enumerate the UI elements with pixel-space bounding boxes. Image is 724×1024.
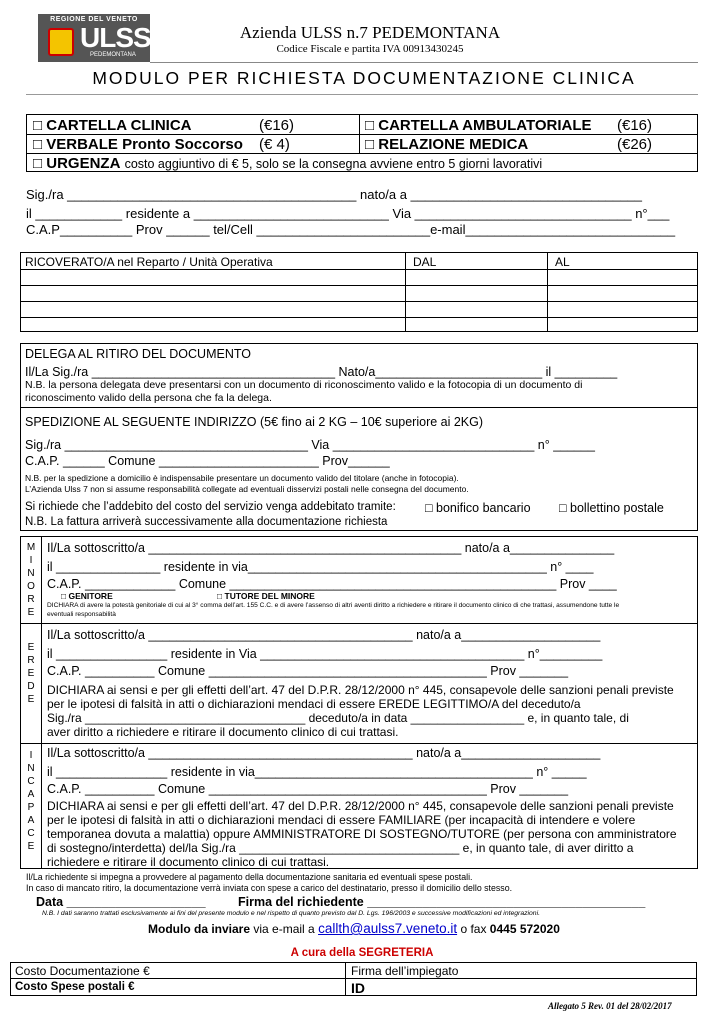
logo-region-text: REGIONE DEL VENETO: [50, 16, 138, 23]
costo-documentazione[interactable]: Costo Documentazione €: [15, 964, 150, 978]
erede-line-3[interactable]: C.A.P. __________ Comune ________________________________________ Prov _______: [47, 664, 569, 678]
erede-dichiara-2: per le ipotesi di falsità in atti o dichiarazioni mendaci di essere EREDE LEGITTIMO/A del deceduto/a: [47, 697, 581, 711]
org-name: Azienda ULSS n.7 PEDEMONTANA: [239, 23, 501, 42]
incapace-dichiara-4[interactable]: di sostegno/interdetta) del/la Sig./ra _________________________________ e, in quanto tale, di aver diritto a: [47, 841, 634, 855]
incapace-side-label: I N C A P A C E: [27, 750, 35, 852]
ricovero-al: AL: [555, 255, 570, 269]
verbale-price: (€ 4): [259, 136, 290, 153]
data-field[interactable]: Data ____________________: [36, 895, 206, 909]
ricovero-label: RICOVERATO/A nel Reparto / Unità Operativa: [25, 255, 273, 269]
relazione-price: (€26): [617, 136, 653, 153]
incapace-dichiara-5: richiedere e ritirare il documento clinico di cui trattasi.: [47, 855, 330, 869]
erede-dichiara-4: aver diritto a richiedere e ritirare il documento clinico di cui trattasi.: [47, 725, 399, 739]
relazione-checkbox[interactable]: □ RELAZIONE MEDICA: [365, 136, 529, 153]
invio-line: Modulo da inviare via e-mail a callth@aulss7.veneto.it o fax 0445 572020: [148, 921, 560, 936]
logo-sub-text: PEDEMONTANA: [90, 52, 136, 58]
erede-side-label: E R E D E: [27, 642, 35, 705]
spedizione-nb-2: L’Azienda Ulss 7 non si assume responsabilità collegate ad eventuali disservizi postali nelle consegna del documento.: [25, 484, 469, 494]
delega-line-1[interactable]: Il/La Sig./ra ___________________________________ Nato/a________________________ il _________: [25, 365, 618, 379]
segreteria-table: [10, 962, 697, 996]
spedizione-nb-1: N.B. per la spedizione a domicilio è indispensabile presentare un documento valido del titolare (anche in fotocopia).: [25, 473, 459, 483]
ulss-logo: [38, 14, 166, 62]
email-link[interactable]: callth@aulss7.veneto.it: [318, 921, 458, 936]
incapace-line-3[interactable]: C.A.P. __________ Comune ________________________________________ Prov _______: [47, 782, 569, 796]
erede-line-1[interactable]: Il/La sottoscritto/a ______________________________________ nato/a a____________________: [47, 628, 601, 642]
privacy-note: N.B. I dati saranno trattati esclusivamente ai fini del presente modulo e nel rispetto di quanto previsto dal D. Lgs. 196/2003 e successive modificazioni ed integrazioni.: [42, 910, 540, 917]
bollettino-checkbox[interactable]: □ bollettino postale: [559, 501, 664, 515]
fiscal-code: Codice Fiscale e partita IVA 00913430245: [276, 43, 464, 55]
id-field[interactable]: ID: [351, 980, 365, 996]
ricovero-dal: DAL: [413, 255, 437, 269]
spedizione-title: SPEDIZIONE AL SEGUENTE INDIRIZZO (5€ fino ai 2 KG – 10€ superiore ai 2KG): [25, 415, 484, 429]
cartella-clinica-price: (€16): [259, 117, 295, 134]
minore-dichiara-2: eventuali responsabilità: [47, 611, 116, 618]
cartella-ambulatoriale-price: (€16): [617, 117, 653, 134]
verbale-checkbox[interactable]: □ VERBALE Pronto Soccorso: [33, 136, 243, 153]
incapace-line-2[interactable]: il ________________ residente in via________________________________________ n° _____: [47, 765, 587, 779]
footer-note-2: In caso di mancato ritiro, la documentazione verrà inviata con spese a carico del destinatario, presso il domicilio dello stesso.: [26, 883, 513, 893]
bonifico-checkbox[interactable]: □ bonifico bancario: [425, 501, 531, 515]
minore-side-label: M I N O R E: [26, 542, 36, 618]
title-rule: [26, 94, 698, 95]
erede-dichiara-3[interactable]: Sig./ra _________________________________ deceduto/a in data _________________ e, in quanto tale, di: [47, 711, 629, 725]
erede-line-2[interactable]: il ________________ residente in Via ______________________________________ n°_________: [47, 647, 603, 661]
footer-note-1: Il/La richiedente si impegna a provvedere al pagamento della documentazione sanitaria ed eventuali spese postali.: [26, 872, 473, 882]
minore-line-1[interactable]: Il/La sottoscritto/a _____________________________________________ nato/a a_______________: [47, 541, 615, 555]
personal-line-2[interactable]: il ____________ residente a ___________________________ Via ______________________________ n°___: [26, 206, 670, 221]
personal-line-3[interactable]: C.A.P__________ Prov ______ tel/Cell ________________________e-mail_____________________________: [26, 222, 676, 237]
addebito-text: Si richiede che l’addebito del costo del servizio venga addebitato tramite:: [25, 501, 396, 513]
tutore-checkbox[interactable]: □ TUTORE DEL MINORE: [217, 591, 315, 601]
form-title: MODULO PER RICHIESTA DOCUMENTAZIONE CLINICA: [92, 68, 636, 88]
erede-dichiara-1: DICHIARA ai sensi e per gli effetti dell’art. 47 del D.P.R. 28/12/2000 n° 445, consapevole delle sanzioni penali previste: [47, 683, 674, 697]
lion-emblem-icon: [48, 28, 74, 56]
costo-spese-postali[interactable]: Costo Spese postali €: [15, 981, 135, 993]
personal-line-1[interactable]: Sig./ra ________________________________________ nato/a a ________________________________: [26, 187, 642, 202]
document-type-box: [26, 114, 698, 172]
minore-line-2[interactable]: il _______________ residente in via___________________________________________ n° ____: [47, 560, 594, 574]
delega-nb-2: riconoscimento valido della persona che fa la delega.: [25, 392, 272, 404]
cartella-ambulatoriale-checkbox[interactable]: □ CARTELLA AMBULATORIALE: [365, 117, 592, 134]
firma-richiedente-field[interactable]: Firma del richiedente ________________________________________: [238, 895, 646, 909]
logo-ulss-text: ULSS7: [80, 22, 166, 53]
header-rule: [150, 62, 698, 63]
incapace-dichiara-2: per le ipotesi di falsità in atti o dichiarazioni mendaci di essere FAMILIARE (per incapacità di intendere e volere: [47, 813, 636, 827]
incapace-dichiara-3: temporanea dovuta a malattia) oppure AMMINISTRATORE DI SOSTEGNO/TUTORE (per persona con amministratore: [47, 827, 677, 841]
fax-number: 0445 572020: [489, 922, 560, 936]
delega-spedizione-box: [20, 343, 698, 531]
firma-impiegato[interactable]: Firma dell’impiegato: [351, 964, 459, 978]
dichiarazioni-box: [20, 536, 698, 869]
minore-line-3[interactable]: C.A.P. _____________ Comune _______________________________________________ Prov ____: [47, 577, 617, 591]
ricovero-table: [20, 252, 698, 332]
incapace-line-1[interactable]: Il/La sottoscritto/a ______________________________________ nato/a a____________________: [47, 746, 601, 760]
fattura-note: N.B. La fattura arriverà successivamente alla documentazione richiesta: [25, 516, 388, 528]
spedizione-line-2[interactable]: C.A.P. ______ Comune _______________________ Prov______: [25, 454, 390, 468]
cartella-clinica-checkbox[interactable]: □ CARTELLA CLINICA: [33, 117, 192, 134]
spedizione-line-1[interactable]: Sig./ra ___________________________________ Via _____________________________ n° ______: [25, 438, 595, 452]
delega-title: DELEGA AL RITIRO DEL DOCUMENTO: [25, 347, 251, 361]
delega-nb-1: N.B. la persona delegata deve presentarsi con un documento di riconoscimento valido e la fotocopia di un documento di: [25, 379, 583, 391]
allegato-label: Allegato 5 Rev. 01 del 28/02/2017: [548, 1001, 672, 1011]
urgenza-checkbox[interactable]: □ URGENZA costo aggiuntivo di € 5, solo se la consegna avviene entro 5 giorni lavorativi: [33, 155, 543, 172]
incapace-dichiara-1: DICHIARA ai sensi e per gli effetti dell’art. 47 del D.P.R. 28/12/2000 n° 445, consapevole delle sanzioni penali previste: [47, 799, 674, 813]
segreteria-heading: A cura della SEGRETERIA: [290, 947, 434, 959]
minore-dichiara: DICHIARA di avere la potestà genitoriale di cui al 3° comma dell’art. 155 C.C. e di avere l’assenso di altri aventi diritto a richiedere e ritirare il documento clinico di che trattasi, assumendone tutte le: [47, 602, 620, 609]
genitore-checkbox[interactable]: □ GENITORE: [61, 591, 113, 601]
